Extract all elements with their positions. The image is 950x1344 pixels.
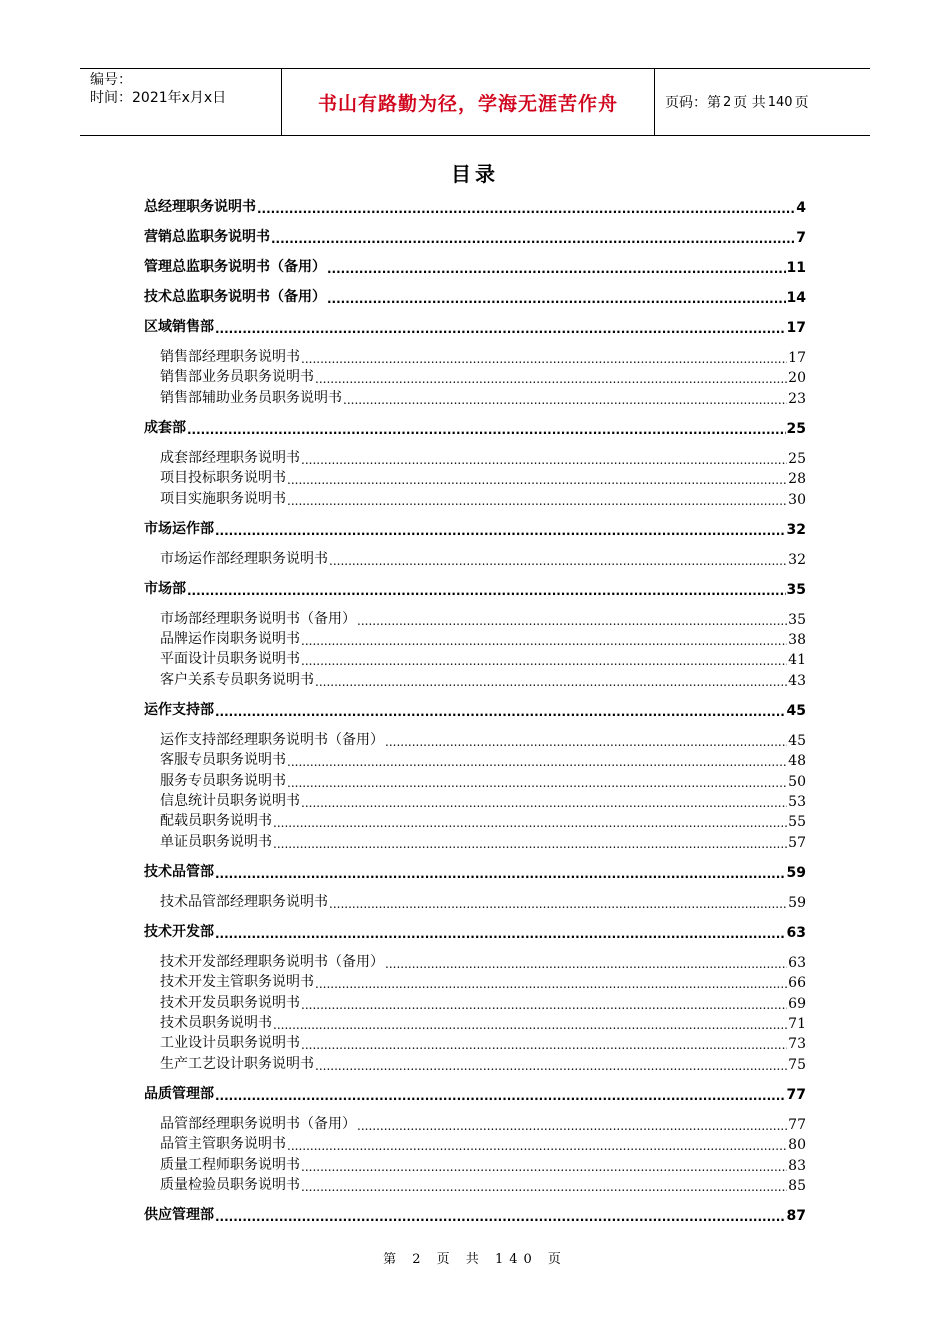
toc-leader-dots: [357, 614, 787, 628]
toc-entry-page: 38: [788, 632, 806, 648]
toc-entry-page: 32: [788, 551, 806, 568]
toc-leader-dots: [273, 1018, 787, 1032]
toc-subentry[interactable]: [160, 548, 806, 568]
toc-subentry[interactable]: [160, 831, 806, 851]
toc-entry-page: 14: [786, 290, 806, 306]
toc-section-entry[interactable]: [144, 518, 806, 538]
toc-subentry[interactable]: [160, 628, 806, 648]
page-suffix: 页: [794, 95, 809, 111]
toc-entry-page: 45: [786, 702, 806, 719]
toc-subentry[interactable]: [160, 387, 806, 407]
toc-leader-dots: [215, 322, 786, 336]
toc-leader-dots: [329, 554, 787, 568]
toc-entry-page: 17: [788, 350, 806, 366]
toc-entry-label: 品牌运作岗职务说明书: [160, 631, 300, 647]
toc-subentry[interactable]: [160, 790, 806, 810]
toc-leader-dots: [301, 1038, 787, 1052]
toc-leader-dots: [215, 524, 786, 538]
toc-entry-page: 11: [786, 260, 806, 276]
toc-entry-label: 客服专员职务说明书: [160, 752, 286, 769]
toc-leader-dots: [287, 776, 787, 790]
toc-entry-page: 75: [788, 1056, 806, 1073]
toc-leader-dots: [329, 897, 787, 911]
footer-total: 140: [494, 1252, 538, 1267]
toc-leader-dots: [287, 494, 787, 508]
toc-entry-label: 运作支持部: [144, 701, 214, 718]
toc-subentry[interactable]: [160, 467, 806, 487]
toc-subentry[interactable]: [160, 1032, 806, 1052]
toc-entry-label: 技术品管部: [144, 863, 214, 880]
toc-subentry[interactable]: [160, 366, 806, 386]
toc-leader-dots: [343, 393, 787, 407]
toc-entry-label: 单证员职务说明书: [160, 833, 272, 850]
toc-entry-page: 25: [786, 420, 806, 437]
toc-leader-dots: [301, 453, 787, 467]
toc-leader-dots: [301, 634, 787, 648]
toc-leader-dots: [187, 584, 786, 598]
toc-section-entry[interactable]: [144, 286, 806, 306]
toc-entry-label: 营销总监职务说明书: [144, 229, 270, 245]
toc-entry-label: 市场部经理职务说明书（备用）: [160, 610, 356, 627]
toc-entry-label: 服务专员职务说明书: [160, 772, 286, 789]
toc-subentry[interactable]: [160, 1012, 806, 1032]
footer-current: 2: [412, 1252, 427, 1267]
toc-entry-page: 66: [788, 975, 806, 992]
toc-leader-dots: [287, 755, 787, 769]
toc-leader-dots: [301, 1180, 787, 1194]
toc-entry-page: 17: [786, 320, 806, 336]
toc-entry-page: 25: [788, 450, 806, 467]
toc-entry-page: 80: [788, 1137, 806, 1154]
header-motto: 书山有路勤为径，学海无涯苦作舟: [317, 92, 618, 115]
toc-subentry[interactable]: [160, 891, 806, 911]
toc-entry-label: 市场运作部经理职务说明书: [160, 550, 328, 567]
toc-entry-label: 区域销售部: [144, 319, 214, 335]
toc-subentry[interactable]: [160, 1154, 806, 1174]
toc-entry-page: 85: [788, 1178, 806, 1194]
toc-subentry[interactable]: [160, 971, 806, 991]
toc-leader-dots: [327, 292, 786, 306]
toc-leader-dots: [287, 1139, 787, 1153]
toc-entry-page: 35: [786, 581, 806, 598]
toc-entry-page: 4: [796, 200, 806, 216]
toc-entry-page: 50: [788, 773, 806, 790]
toc-subentry[interactable]: [160, 749, 806, 769]
toc-subentry[interactable]: [160, 608, 806, 628]
toc-subentry[interactable]: [160, 729, 806, 749]
toc-leader-dots: [215, 927, 786, 941]
footer-prefix: 第: [383, 1252, 403, 1267]
page-current: 2: [723, 94, 732, 110]
toc-entry-label: 品管部经理职务说明书（备用）: [160, 1115, 356, 1132]
toc-entry-label: 质量工程师职务说明书: [160, 1156, 300, 1173]
toc-title: 目录: [451, 162, 499, 186]
toc-entry-page: 63: [786, 924, 806, 941]
footer-suffix: 页: [547, 1252, 567, 1267]
toc-leader-dots: [273, 816, 787, 830]
toc-entry-label: 工业设计员职务说明书: [160, 1035, 300, 1052]
toc-entry-page: 53: [788, 794, 806, 810]
toc-entry-label: 市场运作部: [144, 520, 214, 537]
toc-entry-page: 7: [796, 230, 806, 246]
toc-leader-dots: [257, 202, 795, 216]
toc-leader-dots: [271, 232, 795, 246]
toc-section-entry[interactable]: [144, 699, 806, 719]
toc-entry-label: 销售部业务员职务说明书: [160, 369, 314, 386]
header-page-info: [655, 69, 870, 135]
toc-entry-label: 项目投标职务说明书: [160, 470, 286, 487]
page-footer: [0, 1248, 950, 1267]
page-prefix: 页码：第: [665, 95, 721, 111]
toc-section-entry[interactable]: [144, 196, 806, 216]
toc-leader-dots: [215, 1210, 786, 1224]
toc-entry-label: 生产工艺设计职务说明书: [160, 1055, 314, 1072]
toc-leader-dots: [215, 1089, 786, 1103]
toc-leader-dots: [301, 654, 787, 668]
toc-subentry[interactable]: [160, 1133, 806, 1153]
toc-leader-dots: [315, 372, 787, 386]
toc-section-entry[interactable]: [144, 921, 806, 941]
toc-entry-label: 客户关系专员职务说明书: [160, 671, 314, 688]
toc-entry-page: 73: [788, 1036, 806, 1053]
toc-entry-label: 运作支持部经理职务说明书（备用）: [160, 731, 384, 748]
toc-leader-dots: [301, 1160, 787, 1174]
toc-entry-label: 管理总监职务说明书（备用）: [144, 259, 326, 275]
toc-entry-page: 48: [788, 753, 806, 770]
toc-leader-dots: [315, 675, 787, 689]
toc-leader-dots: [301, 352, 787, 366]
toc-leader-dots: [315, 1059, 787, 1073]
toc-leader-dots: [287, 473, 787, 487]
toc-entry-label: 技术开发部: [144, 923, 214, 940]
page-header: [80, 68, 870, 136]
toc-subentry[interactable]: [160, 346, 806, 366]
toc-leader-dots: [385, 957, 787, 971]
toc-section-entry[interactable]: [144, 417, 806, 437]
toc-entry-label: 技术开发员职务说明书: [160, 994, 300, 1011]
toc-entry-label: 技术总监职务说明书（备用）: [144, 289, 326, 305]
toc-entry-label: 项目实施职务说明书: [160, 490, 286, 507]
toc-subentry[interactable]: [160, 992, 806, 1012]
header-motto-cell: [282, 69, 655, 135]
toc-entry-label: 技术开发部经理职务说明书（备用）: [160, 953, 384, 970]
toc-entry-label: 成套部经理职务说明书: [160, 449, 300, 466]
page-mid: 页 共: [733, 95, 766, 111]
toc-leader-dots: [327, 262, 786, 276]
toc-section-entry[interactable]: [144, 1204, 806, 1224]
toc-entry-label: 成套部: [144, 419, 186, 436]
toc-section-entry[interactable]: [144, 256, 806, 276]
toc-subentry[interactable]: [160, 669, 806, 689]
toc-leader-dots: [187, 423, 786, 437]
toc-subentry[interactable]: [160, 810, 806, 830]
header-meta: [80, 69, 282, 135]
toc-subentry[interactable]: [160, 648, 806, 668]
toc-entry-label: 信息统计员职务说明书: [160, 793, 300, 809]
toc-subentry[interactable]: [160, 1174, 806, 1194]
toc-leader-dots: [273, 837, 787, 851]
toc-entry-page: 32: [786, 521, 806, 538]
toc-leader-dots: [301, 796, 787, 810]
toc-entry-page: 55: [788, 814, 806, 831]
toc-entry-label: 品管主管职务说明书: [160, 1136, 286, 1153]
time-label: 时间：2021年x月x日: [90, 90, 227, 106]
toc-entry-page: 23: [788, 390, 806, 407]
toc-entry-label: 平面设计员职务说明书: [160, 651, 300, 668]
toc-leader-dots: [215, 867, 786, 881]
toc-entry-page: 83: [788, 1157, 806, 1174]
toc-leader-dots: [301, 998, 787, 1012]
toc-entry-label: 质量检验员职务说明书: [160, 1177, 300, 1193]
toc-entry-page: 45: [788, 732, 806, 749]
toc-entry-page: 30: [788, 491, 806, 508]
toc-entry-page: 41: [788, 652, 806, 669]
number-label: 编号：: [90, 72, 132, 88]
toc-entry-label: 市场部: [144, 580, 186, 597]
toc-entry-label: 技术开发主管职务说明书: [160, 974, 314, 991]
toc-entry-page: 77: [786, 1086, 806, 1103]
toc-subentry[interactable]: [160, 1113, 806, 1133]
toc-section-entry[interactable]: [144, 226, 806, 246]
toc-entry-page: 35: [788, 611, 806, 628]
toc-entry-label: 品质管理部: [144, 1085, 214, 1102]
toc-subentry[interactable]: [160, 488, 806, 508]
toc-section-entry[interactable]: [144, 316, 806, 336]
toc-entry-page: 63: [788, 954, 806, 971]
toc-entry-label: 总经理职务说明书: [144, 199, 256, 215]
toc-entry-label: 供应管理部: [144, 1207, 214, 1223]
toc-entry-page: 28: [788, 471, 806, 488]
toc-entry-label: 配载员职务说明书: [160, 813, 272, 830]
toc-leader-dots: [357, 1119, 787, 1133]
toc-entry-page: 71: [788, 1016, 806, 1032]
toc-entry-page: 87: [786, 1208, 806, 1224]
toc-subentry[interactable]: [160, 1053, 806, 1073]
toc-entry-page: 77: [788, 1116, 806, 1133]
toc-subentry[interactable]: [160, 447, 806, 467]
toc-entry-page: 69: [788, 995, 806, 1012]
toc-entry-page: 43: [788, 672, 806, 689]
toc-entry-label: 销售部辅助业务员职务说明书: [160, 389, 342, 406]
toc-leader-dots: [315, 977, 787, 991]
toc-entry-label: 技术品管部经理职务说明书: [160, 893, 328, 910]
toc-entry-page: 20: [788, 370, 806, 387]
toc-leader-dots: [215, 705, 786, 719]
toc-entry-page: 57: [788, 834, 806, 851]
toc-subentry[interactable]: [160, 770, 806, 790]
toc-section-entry[interactable]: [144, 861, 806, 881]
toc-leader-dots: [385, 735, 787, 749]
toc-section-entry[interactable]: [144, 578, 806, 598]
footer-mid: 页 共: [436, 1252, 485, 1267]
toc-entry-label: 销售部经理职务说明书: [160, 349, 300, 365]
toc-entry-page: 59: [788, 894, 806, 911]
toc-entry-page: 59: [786, 864, 806, 881]
page-total: 140: [767, 94, 793, 110]
toc-subentry[interactable]: [160, 951, 806, 971]
toc-entry-label: 技术员职务说明书: [160, 1015, 272, 1031]
toc-section-entry[interactable]: [144, 1083, 806, 1103]
